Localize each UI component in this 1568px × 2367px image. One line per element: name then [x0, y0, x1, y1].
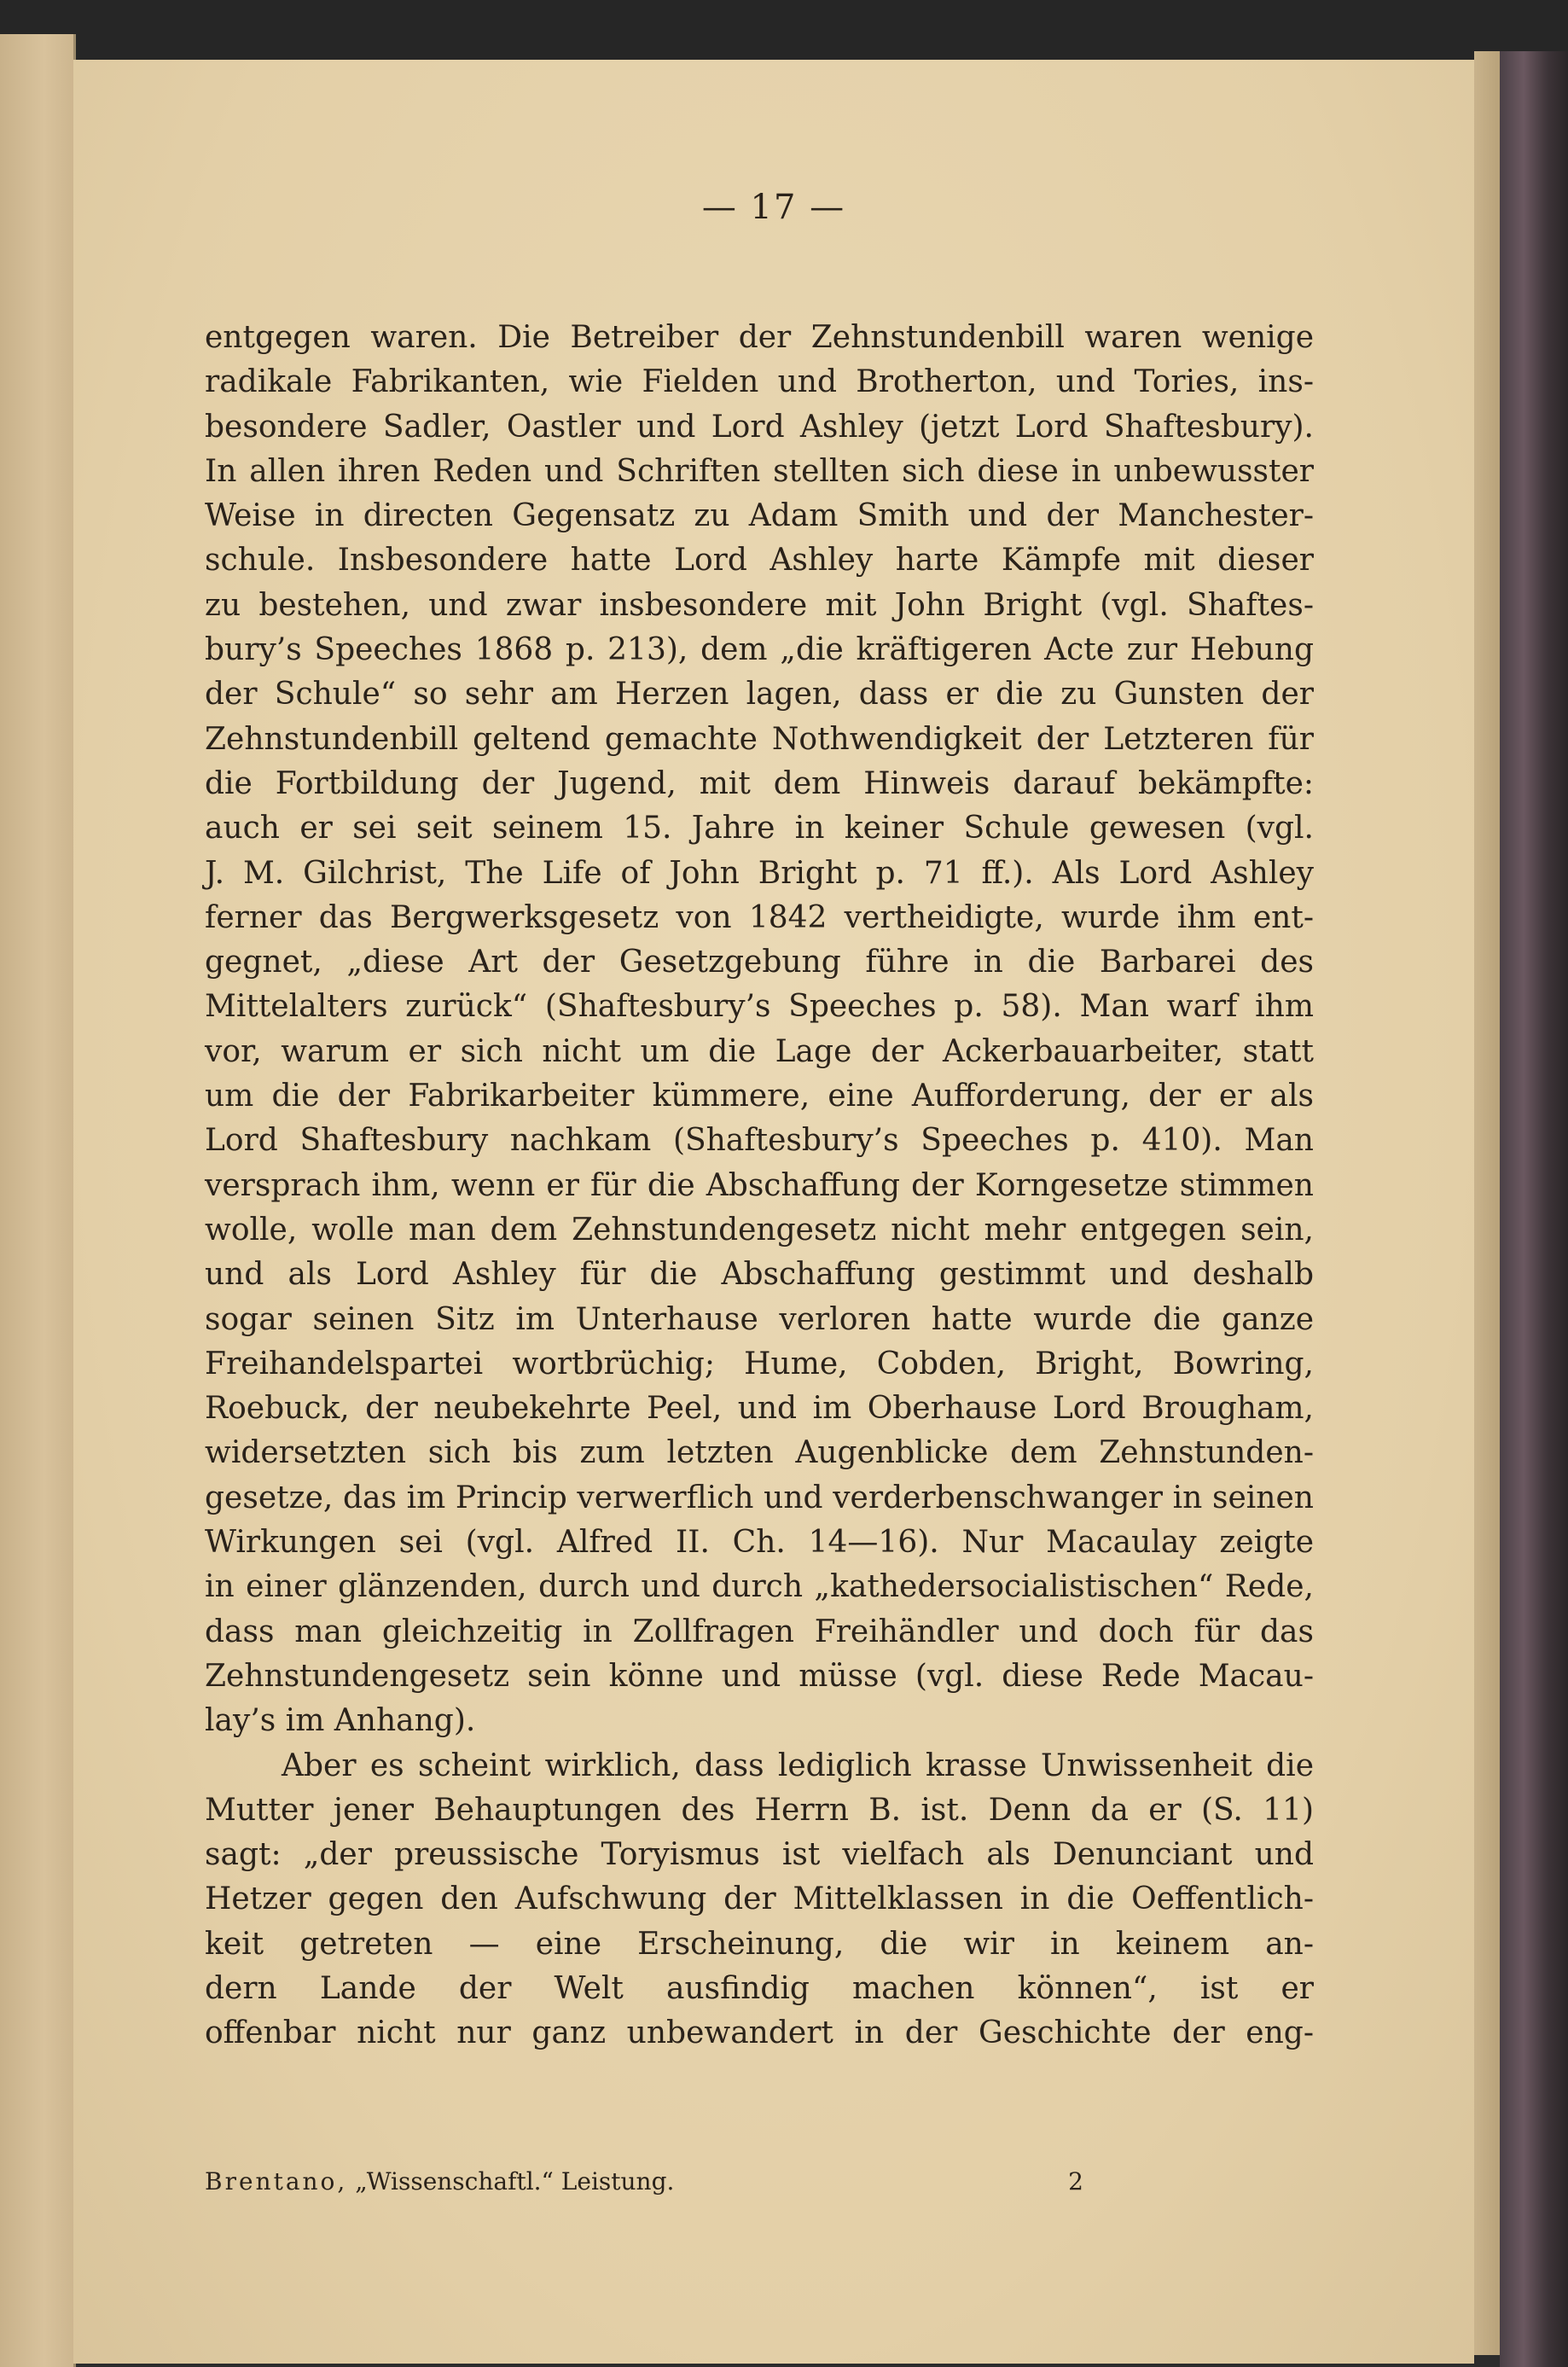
text-line: versprach ihm, wenn er für die Abschaffung der Korngesetze stimmen — [205, 1167, 1314, 1203]
text-line: Mutter jener Behauptungen des Herrn B. ist. Denn da er (S. 11) — [205, 1792, 1314, 1828]
text-line: Hetzer gegen den Aufschwung der Mittelklassen in die Oeffentlich- — [205, 1881, 1314, 1917]
signature-mark: 2 — [1068, 2167, 1083, 2195]
book-cover-edge — [1500, 51, 1568, 2367]
text-line: um die der Fabrikarbeiter kümmere, eine Aufforderung, der er als — [205, 1079, 1314, 1114]
text-line: wolle, wolle man dem Zehnstundengesetz nicht mehr entgegen sein, — [205, 1212, 1314, 1247]
text-line: vor, warum er sich nicht um die Lage der Ackerbauarbeiter, statt — [205, 1033, 1314, 1069]
text-line: entgegen waren. Die Betreiber der Zehnstundenbill waren wenige — [205, 320, 1314, 355]
text-line: dass man gleichzeitig in Zollfragen Freihändler und doch für das — [205, 1614, 1314, 1649]
text-line: der Schule“ so sehr am Herzen lagen, dass er die zu Gunsten der — [205, 677, 1314, 712]
text-line: gesetze, das im Princip verwerflich und verderbenschwanger in seinen — [205, 1480, 1314, 1515]
text-line: die Fortbildung der Jugend, mit dem Hinweis darauf bekämpfte: — [205, 765, 1314, 801]
text-line: bury’s Speeches 1868 p. 213), dem „die kräftigeren Acte zur Hebung — [205, 632, 1314, 668]
text-line: J. M. Gilchrist, The Life of John Bright p. 71 ff.). Als Lord Ashley — [205, 855, 1314, 891]
text-line: ferner das Bergwerksgesetz von 1842 vertheidigte, wurde ihm ent- — [205, 899, 1314, 935]
text-line: Wirkungen sei (vgl. Alfred II. Ch. 14—16). Nur Macaulay zeigte — [205, 1525, 1314, 1561]
page-sheet — [73, 60, 1474, 2364]
text-line: Zehnstundenbill geltend gemachte Nothwendigkeit der Letzteren für — [205, 721, 1314, 757]
text-line: In allen ihren Reden und Schriften stellten sich diese in unbewusster — [205, 453, 1314, 489]
text-line: zu bestehen, und zwar insbesondere mit John Bright (vgl. Shaftes- — [205, 587, 1314, 623]
text-line: offenbar nicht nur ganz unbewandert in der Geschichte der eng- — [205, 2015, 1314, 2051]
footer-author: Brentano, — [205, 2167, 348, 2195]
left-page-edge — [0, 34, 76, 2367]
text-line: und als Lord Ashley für die Abschaffung gestimmt und deshalb — [205, 1257, 1314, 1293]
text-line: schule. Insbesondere hatte Lord Ashley harte Kämpfe mit dieser — [205, 543, 1314, 579]
text-line: keit getreten — eine Erscheinung, die wir in keinem an- — [205, 1926, 1314, 1962]
text-line: radikale Fabrikanten, wie Fielden und Brotherton, und Tories, ins- — [205, 364, 1314, 400]
paragraph-first-line: Aber es scheint wirklich, dass lediglich krasse Unwissenheit die — [282, 1748, 1314, 1783]
page-footer — [205, 2167, 1314, 2195]
text-line: besondere Sadler, Oastler und Lord Ashley (jetzt Lord Shaftesbury). — [205, 409, 1314, 445]
body-text — [205, 316, 1314, 2056]
text-line: widersetzten sich bis zum letzten Augenblicke dem Zehnstunden- — [205, 1435, 1314, 1471]
text-line: Lord Shaftesbury nachkam (Shaftesbury’s Speeches p. 410). Man — [205, 1123, 1314, 1159]
text-line: dern Lande der Welt ausfindig machen können“, ist er — [205, 1970, 1314, 2006]
text-line: Roebuck, der neubekehrte Peel, und im Oberhause Lord Brougham, — [205, 1391, 1314, 1427]
scan-background-top — [0, 0, 1568, 60]
text-line: Zehnstundengesetz sein könne und müsse (vgl. diese Rede Macau- — [205, 1658, 1314, 1694]
paragraph-last-line: lay’s im Anhang). — [205, 1703, 476, 1739]
text-line: Mittelalters zurück“ (Shaftesbury’s Speeches p. 58). Man warf ihm — [205, 989, 1314, 1025]
text-line: auch er sei seit seinem 15. Jahre in keiner Schule gewesen (vgl. — [205, 811, 1314, 846]
text-line: Weise in directen Gegensatz zu Adam Smith und der Manchester- — [205, 498, 1314, 534]
text-line: gegnet, „diese Art der Gesetzgebung führe in die Barbarei des — [205, 945, 1314, 980]
page-stack-edge — [1474, 51, 1500, 2355]
footer-title: „Wissenschaftl.“ Leistung. — [355, 2167, 675, 2195]
text-line: in einer glänzenden, durch und durch „kathedersocialistischen“ Rede, — [205, 1569, 1314, 1605]
text-line: Freihandelspartei wortbrüchig; Hume, Cobden, Bright, Bowring, — [205, 1346, 1314, 1381]
text-line: sagt: „der preussische Toryismus ist vielfach als Denunciant und — [205, 1837, 1314, 1873]
page-number-header: — 17 — — [701, 188, 846, 227]
text-line: sogar seinen Sitz im Unterhause verloren hatte wurde die ganze — [205, 1301, 1314, 1337]
